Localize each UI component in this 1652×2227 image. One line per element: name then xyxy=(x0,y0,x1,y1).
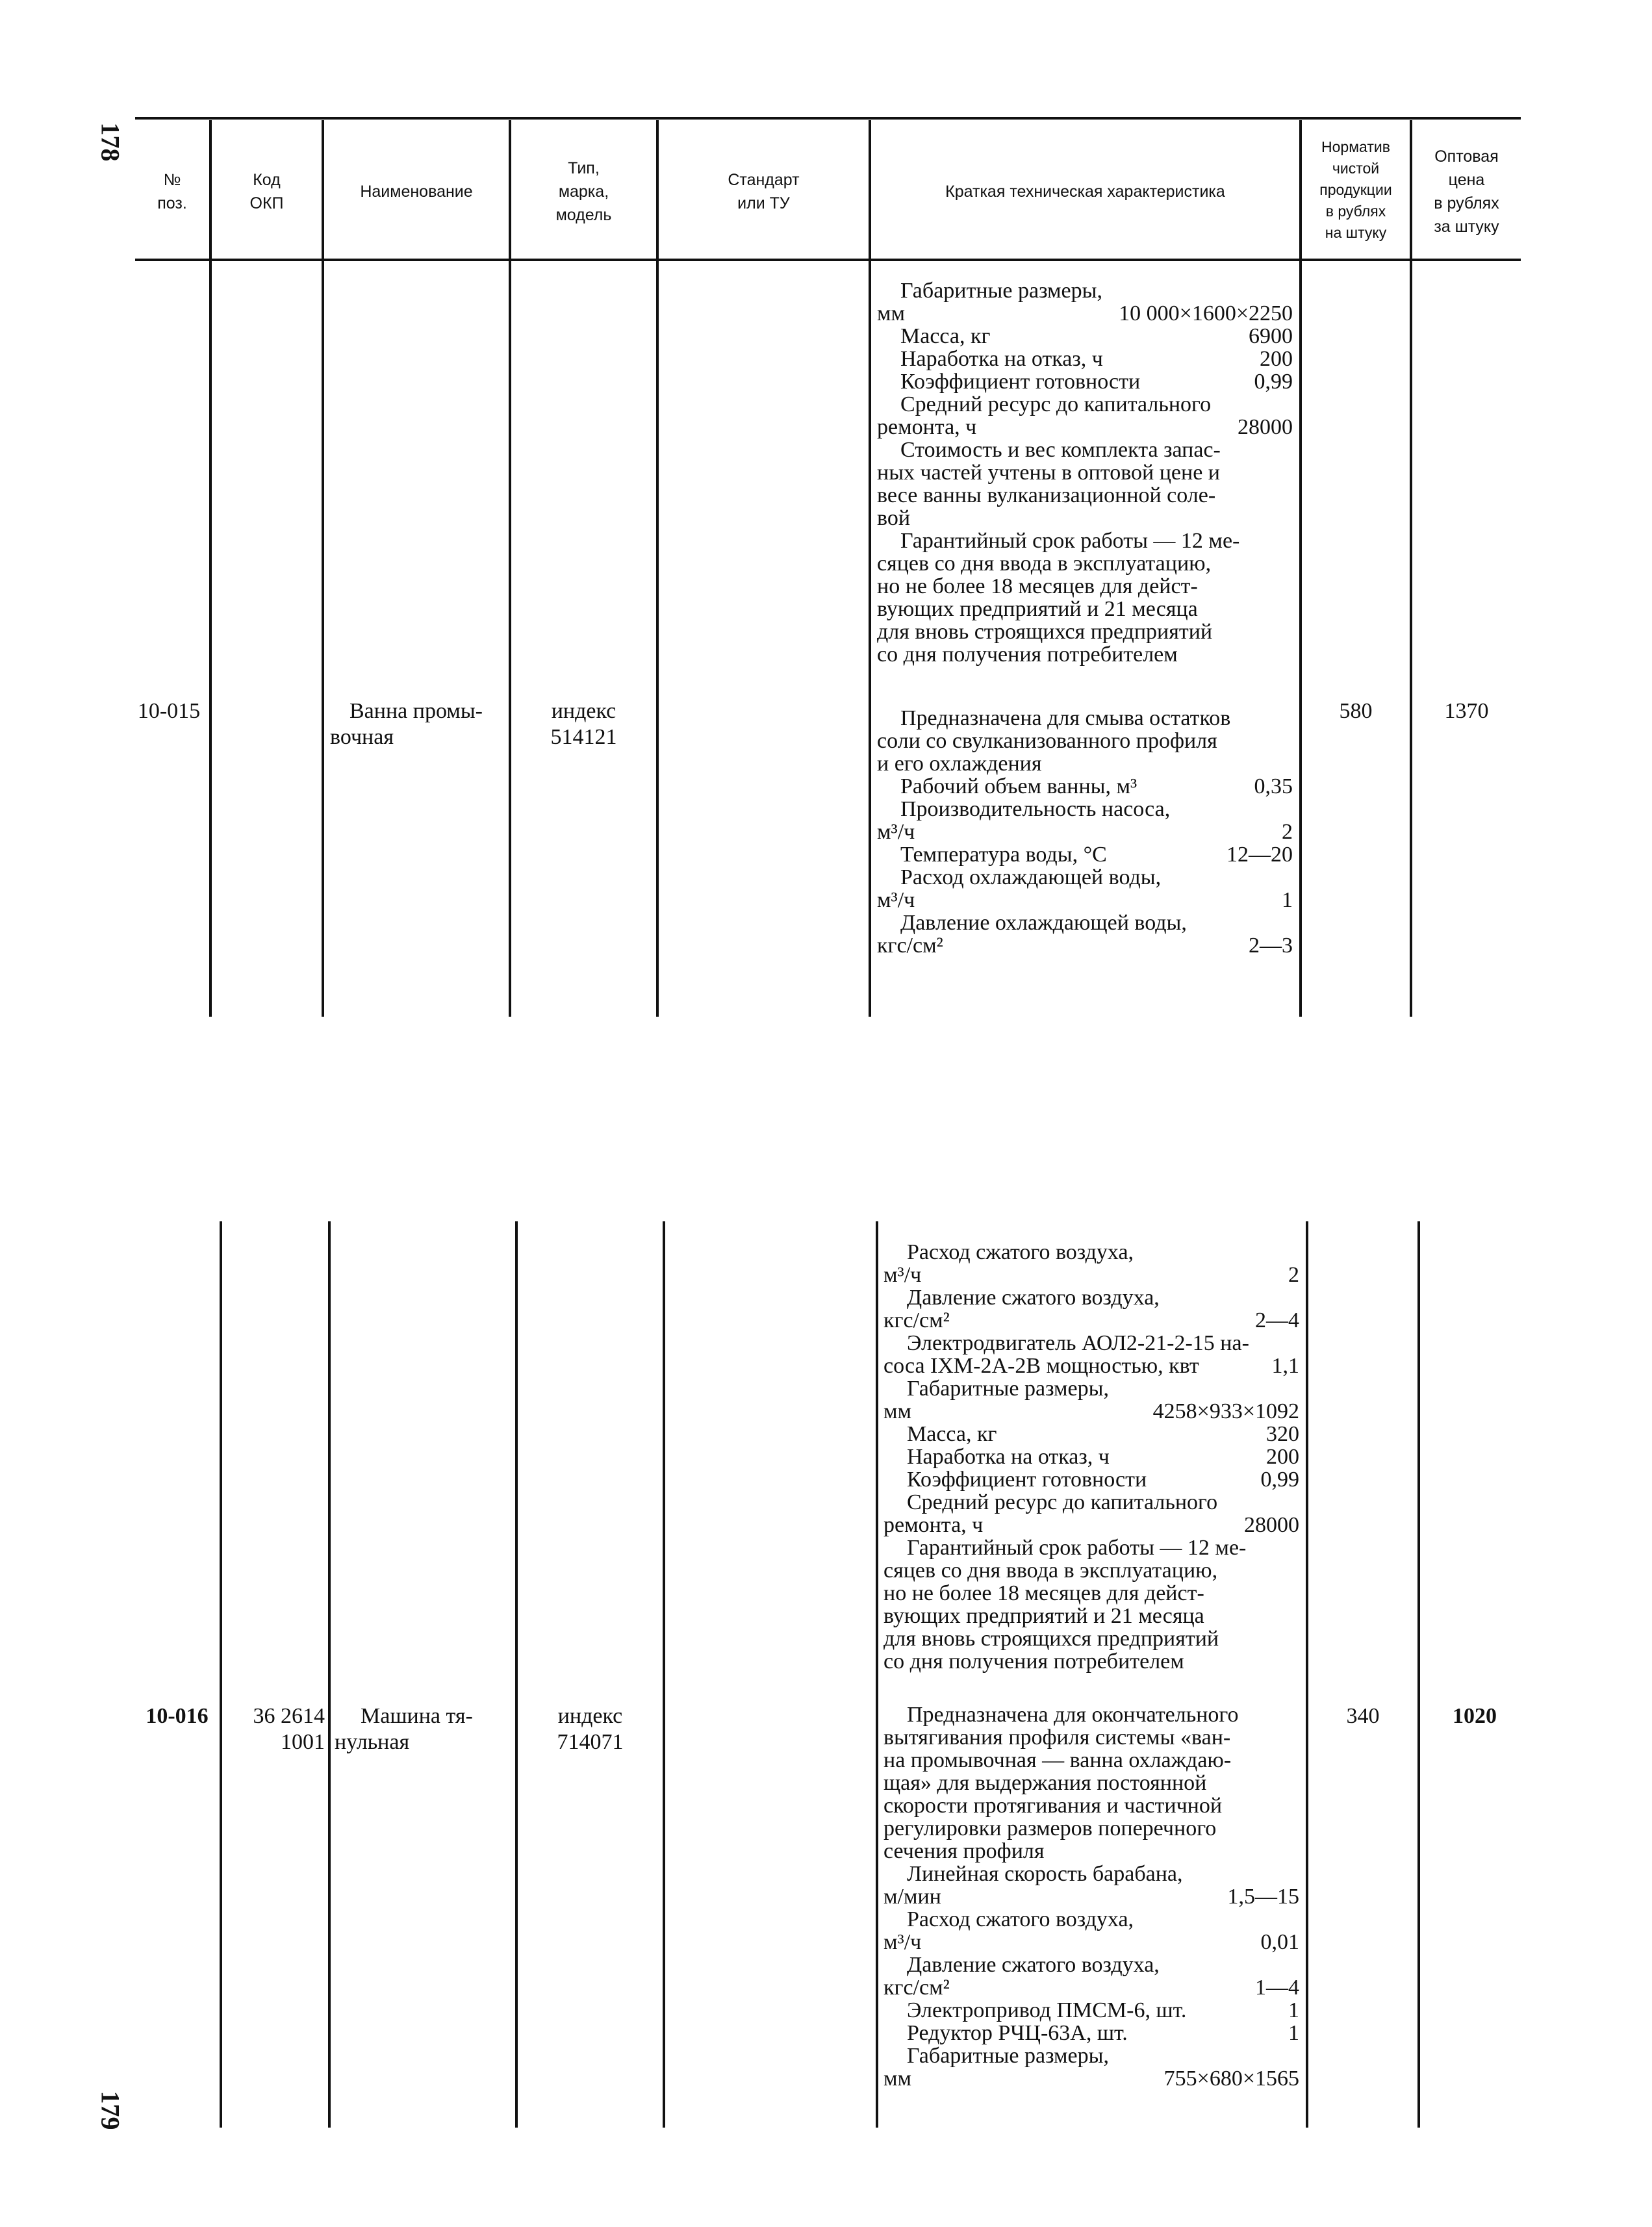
row-10-016-norm: 340 xyxy=(1346,1704,1380,1728)
spec-text-line: Расход сжатого воздуха, xyxy=(907,1240,1134,1264)
spec-value: 0,35 xyxy=(1254,774,1293,798)
spec-value: 4258×933×1092 xyxy=(1152,1399,1299,1423)
spec-value: 0,99 xyxy=(1254,370,1293,394)
spec-value-line xyxy=(883,1514,1299,1536)
column-divider xyxy=(1417,1221,1420,2128)
spec-text-line: Гарантийный срок работы — 12 ме- xyxy=(907,1536,1247,1560)
spec-value: 1 xyxy=(1282,888,1293,912)
spec-value-line xyxy=(877,325,1293,348)
header-norm: Норматив чистой продукции в рублях на штуку xyxy=(1319,138,1392,241)
spec-value-line xyxy=(883,1423,1299,1445)
spec-text-line: Стоимость и вес комплекта запас- xyxy=(900,438,1221,462)
row-10-015-type: индекс 514121 xyxy=(550,699,617,749)
row-10-016-type: индекс 714071 xyxy=(557,1704,624,1754)
header-okp: Код ОКП xyxy=(249,171,284,212)
row-10-015-price: 1370 xyxy=(1444,699,1489,723)
spec-value-line xyxy=(883,1309,1299,1332)
column-divider xyxy=(656,120,659,1017)
spec-label: Электропривод ПМСМ-6, шт. xyxy=(907,1998,1187,2022)
spec-value: 0,99 xyxy=(1260,1468,1299,1492)
spec-text-line: скорости протягивания и частичной xyxy=(883,1794,1223,1818)
spec-value-line xyxy=(883,1976,1299,1999)
column-divider xyxy=(1299,120,1302,1017)
spec-text-line: Расход сжатого воздуха, xyxy=(907,1907,1134,1931)
header-spec: Краткая техническая характеристика xyxy=(945,183,1225,201)
spec-text-line: Давление сжатого воздуха, xyxy=(907,1953,1160,1977)
spec-label: кгс/см² xyxy=(883,1308,950,1332)
spec-text-line: соли со свулканизованного профиля xyxy=(877,729,1217,753)
spec-value-line xyxy=(877,889,1293,911)
spec-value-line xyxy=(877,370,1293,393)
spec-text-line: щая» для выдержания постоянной xyxy=(883,1771,1207,1795)
header-name: Наименование xyxy=(360,183,473,201)
spec-text-line: Предназначена для смыва остатков xyxy=(900,706,1231,730)
column-divider xyxy=(209,120,212,1017)
spec-value-line xyxy=(883,1931,1299,1953)
column-divider xyxy=(220,1221,222,2128)
spec-value: 1 xyxy=(1288,2021,1299,2045)
spec-label: кгс/см² xyxy=(877,934,943,958)
spec-text-line: вой xyxy=(877,506,911,530)
spec-value-line xyxy=(877,416,1293,439)
spec-value-line xyxy=(883,1885,1299,1908)
spec-value-line xyxy=(877,775,1293,798)
spec-value-line xyxy=(883,1400,1299,1423)
spec-value-line xyxy=(883,1445,1299,1468)
spec-value: 1 xyxy=(1288,1998,1299,2022)
spec-text-line: но не более 18 месяцев для дейст- xyxy=(883,1581,1204,1605)
spec-text-line: со дня получения потребителем xyxy=(877,643,1178,667)
column-divider xyxy=(1410,120,1412,1017)
spec-label: м³/ч xyxy=(883,1263,922,1287)
row-10-015-norm: 580 xyxy=(1339,699,1373,723)
spec-label: Масса, кг xyxy=(907,1422,997,1446)
spec-text-line: Производительность насоса, xyxy=(900,797,1171,821)
spec-value: 755×680×1565 xyxy=(1163,2067,1299,2091)
spec-text-line: вующих предприятий и 21 месяца xyxy=(877,597,1198,621)
row-10-016-price: 1020 xyxy=(1453,1704,1497,1728)
column-divider xyxy=(663,1221,665,2128)
spec-label: мм xyxy=(883,1399,912,1423)
row-10-015-spec xyxy=(877,707,1293,957)
column-divider xyxy=(328,1221,331,2128)
spec-label: соса IХМ-2А-2В мощностью, квт xyxy=(883,1354,1199,1378)
spec-block-1 xyxy=(877,279,1293,666)
spec-text-line: Предназначена для окончательного xyxy=(907,1703,1239,1727)
spec-label: Коэффициент готовности xyxy=(900,370,1141,394)
spec-label: Рабочий объем ванны, м³ xyxy=(900,774,1137,798)
spec-text-line: вующих предприятий и 21 месяца xyxy=(883,1604,1204,1628)
spec-text-line: но не более 18 месяцев для дейст- xyxy=(877,574,1198,598)
spec-value-line xyxy=(883,1999,1299,2022)
spec-value: 2 xyxy=(1282,820,1293,844)
column-divider xyxy=(509,120,511,1017)
spec-label: ремонта, ч xyxy=(883,1513,984,1537)
spec-value-line xyxy=(877,348,1293,370)
spec-value: 2—4 xyxy=(1255,1308,1299,1332)
spec-value: 2—3 xyxy=(1249,934,1293,958)
spec-text-line: Электродвигатель АОЛ2-21-2-15 на- xyxy=(907,1331,1249,1355)
spec-label: Температура воды, °С xyxy=(900,843,1107,867)
spec-value: 1,1 xyxy=(1271,1354,1299,1378)
spec-text-line: Линейная скорость барабана, xyxy=(907,1862,1183,1886)
spec-text-line: весе ванны вулканизационной соле- xyxy=(877,483,1216,507)
spec-block-2 xyxy=(883,1241,1299,1673)
spec-text-line: Средний ресурс до капитального xyxy=(907,1490,1218,1514)
table-top-rule xyxy=(135,117,1521,120)
spec-label: м³/ч xyxy=(877,888,915,912)
spec-text-line: Давление сжатого воздуха, xyxy=(907,1286,1160,1310)
column-divider xyxy=(1306,1221,1308,2128)
spec-value: 2 xyxy=(1288,1263,1299,1287)
spec-text-line: вытягивания профиля системы «ван- xyxy=(883,1725,1231,1750)
spec-value: 28000 xyxy=(1244,1513,1299,1537)
spec-value: 12—20 xyxy=(1226,843,1293,867)
spec-value-line xyxy=(883,1264,1299,1286)
spec-value-line xyxy=(877,934,1293,957)
header-bottom-rule xyxy=(135,259,1521,261)
row-10-016-pos: 10-016 xyxy=(146,1704,209,1728)
spec-value: 1—4 xyxy=(1255,1976,1299,2000)
spec-text-line: сяцев со дня ввода в эксплуатацию, xyxy=(877,552,1212,576)
spec-text-line: Габаритные размеры, xyxy=(907,1377,1109,1401)
spec-text-line: на промывочная — ванна охлаждаю- xyxy=(883,1748,1232,1772)
spec-value: 6900 xyxy=(1249,324,1293,348)
spec-value: 200 xyxy=(1260,347,1293,371)
spec-text-line: регулировки размеров поперечного xyxy=(883,1816,1217,1840)
column-divider xyxy=(869,120,871,1017)
column-divider xyxy=(876,1221,878,2128)
spec-text-line: Расход охлаждающей воды, xyxy=(900,865,1162,889)
spec-text-line: для вновь строящихся предприятий xyxy=(877,620,1213,644)
spec-text-line: Габаритные размеры, xyxy=(900,279,1102,303)
spec-text-line: сечения профиля xyxy=(883,1839,1045,1863)
spec-label: мм xyxy=(877,301,906,325)
spec-label: кгс/см² xyxy=(883,1976,950,2000)
spec-value-line xyxy=(883,1468,1299,1491)
spec-label: м³/ч xyxy=(877,820,915,844)
spec-text-line: со дня получения потребителем xyxy=(883,1649,1184,1673)
header-standard: Стандарт или ТУ xyxy=(728,171,800,212)
spec-value-line xyxy=(877,843,1293,866)
spec-label: мм xyxy=(883,2067,912,2091)
spec-value-line xyxy=(877,302,1293,325)
spec-text-line: ных частей учтены в оптовой цене и xyxy=(877,461,1220,485)
header-price: Оптовая цена в рублях за штуку xyxy=(1434,147,1499,236)
spec-value-line xyxy=(877,821,1293,843)
spec-label: м/мин xyxy=(883,1885,941,1909)
row-10-015-pos: 10-015 xyxy=(137,699,201,723)
row-10-016-okp: 36 2614 1001 xyxy=(253,1704,325,1754)
spec-label: Наработка на отказ, ч xyxy=(907,1445,1110,1469)
column-divider xyxy=(515,1221,518,2128)
column-divider xyxy=(322,120,324,1017)
spec-value: 28000 xyxy=(1238,415,1293,439)
spec-text-line: Давление охлаждающей воды, xyxy=(900,911,1187,935)
spec-text-line: сяцев со дня ввода в эксплуатацию, xyxy=(883,1559,1218,1583)
spec-label: Коэффициент готовности xyxy=(907,1468,1147,1492)
spec-value-line xyxy=(883,2022,1299,2044)
spec-label: ремонта, ч xyxy=(877,415,977,439)
spec-value-line xyxy=(883,2067,1299,2090)
spec-text-line: Средний ресурс до капитального xyxy=(900,392,1212,416)
spec-label: Масса, кг xyxy=(900,324,991,348)
row-10-015-name: Ванна промы- вочная xyxy=(330,699,483,749)
header-pos: № поз. xyxy=(157,171,187,212)
spec-value: 0,01 xyxy=(1260,1930,1299,1954)
spec-label: Редуктор РЧЦ-63А, шт. xyxy=(907,2021,1128,2045)
spec-value: 320 xyxy=(1266,1422,1299,1446)
spec-value-line xyxy=(883,1355,1299,1377)
spec-value: 1,5—15 xyxy=(1227,1885,1299,1909)
page-number-top: 178 xyxy=(95,122,125,162)
spec-value: 10 000×1600×2250 xyxy=(1119,301,1293,325)
spec-text-line: и его охлаждения xyxy=(877,752,1042,776)
spec-label: Наработка на отказ, ч xyxy=(900,347,1103,371)
page-number-bottom: 179 xyxy=(95,2091,125,2130)
spec-text-line: Габаритные размеры, xyxy=(907,2044,1109,2068)
spec-text-line: Гарантийный срок работы — 12 ме- xyxy=(900,529,1240,553)
header-type: Тип, марка, модель xyxy=(555,159,612,224)
row-10-016-name: Машина тя- нульная xyxy=(335,1704,473,1754)
row-10-016-spec xyxy=(883,1703,1299,2090)
spec-text-line: для вновь строящихся предприятий xyxy=(883,1627,1219,1651)
spec-label: м³/ч xyxy=(883,1930,922,1954)
spec-value: 200 xyxy=(1266,1445,1299,1469)
